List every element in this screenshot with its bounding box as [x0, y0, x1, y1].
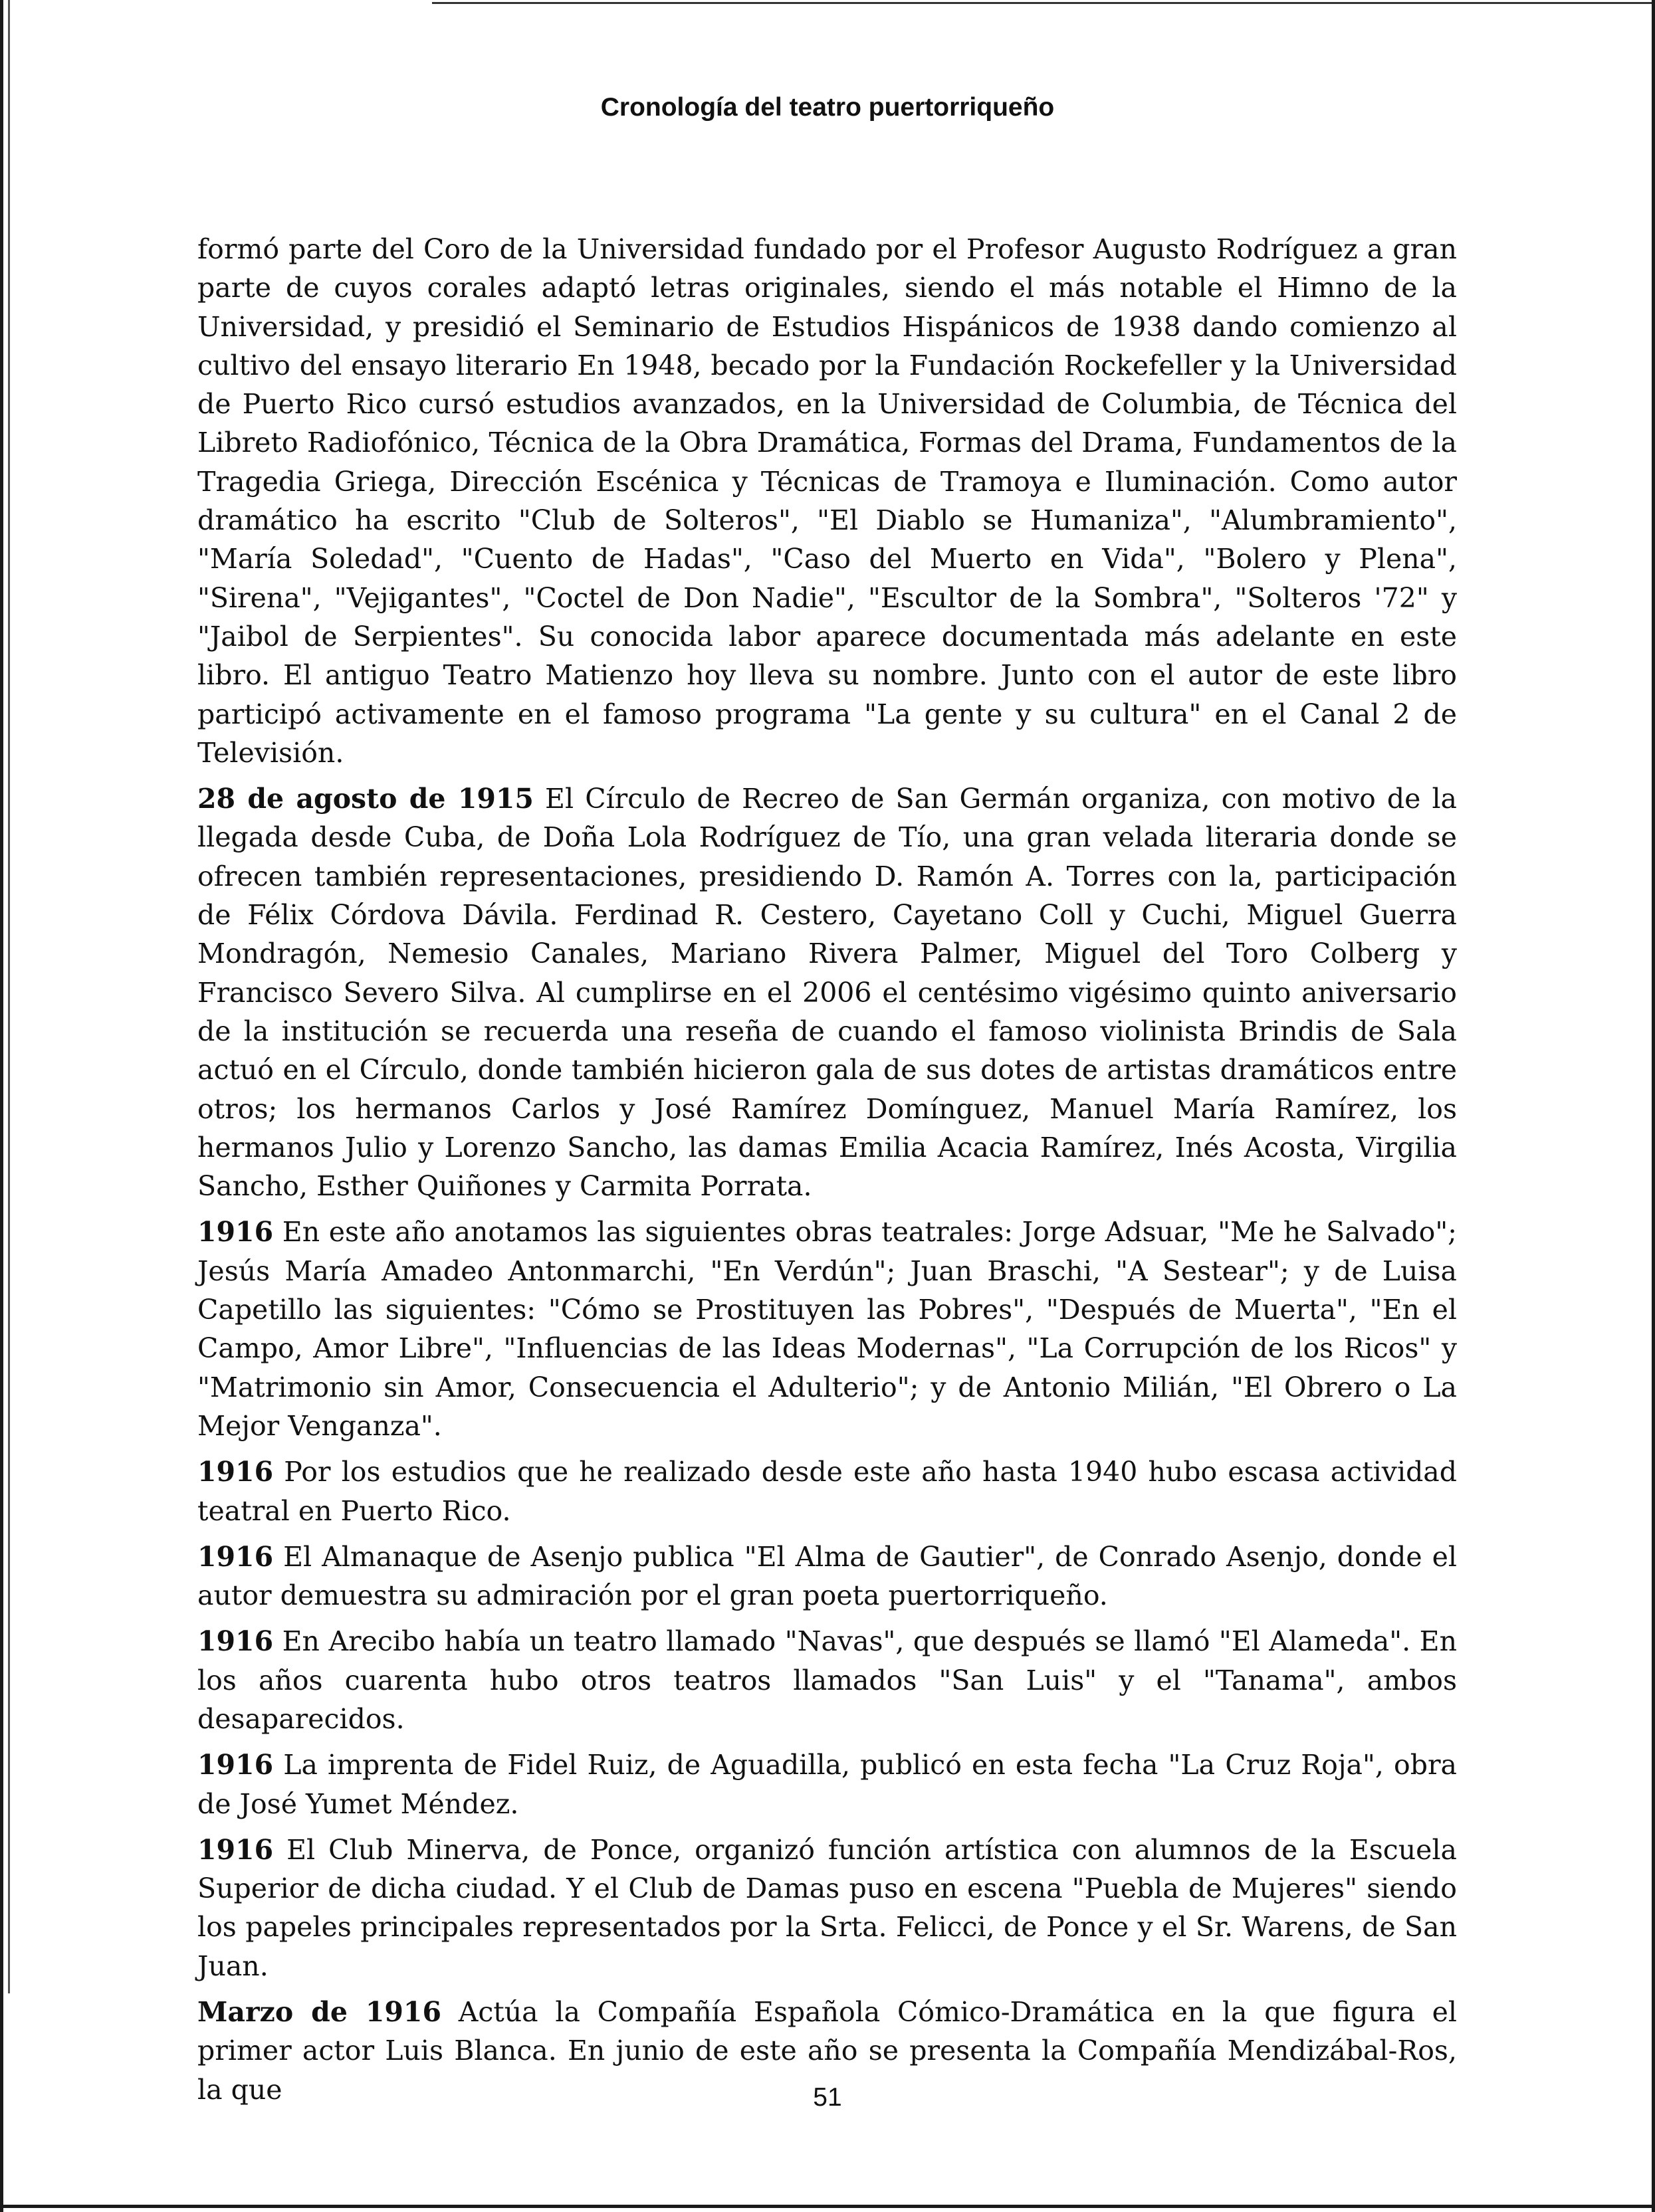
page-number: 51: [813, 2083, 842, 2112]
chronology-entry: [197, 1831, 1457, 1985]
entry-date: 1916: [197, 1625, 274, 1658]
entry-text: Actúa la Compañía Española Cómico-Dramática en la que figura el primer actor Luis Blanca. En junio de este año se presenta la Compañía Mendizábal-Ros, la que: [197, 1996, 1457, 2106]
chronology-entry: [197, 1213, 1457, 1445]
body-text: [197, 230, 1457, 2116]
entry-date: 28 de agosto de 1915: [197, 783, 534, 815]
entry-date: 1916: [197, 1216, 274, 1249]
entry-text: El Círculo de Recreo de San Germán organiza, con motivo de la llegada desde Cuba, de Doña Lola Rodríguez de Tío, una gran velada literaria donde se ofrecen también representaciones, presidiendo D. Ramón A. Torres con la, participación de Félix Córdova Dávila. Ferdinad R. Cestero, Cayetano Coll y Cuchi, Miguel Guerra Mondragón, Nemesio Canales, Mariano Rivera Palmer, Miguel del Toro Colberg y Francisco Severo Silva. Al cumplirse en el 2006 el centésimo vigésimo quinto aniversario de la institución se recuerda una reseña de cuando el famoso violinista Brindis de Sala actuó en el Círculo, donde también hicieron gala de sus dotes de artistas dramáticos entre otros; los hermanos Carlos y José Ramírez Domínguez, Manuel María Ramírez, los hermanos Julio y Lorenzo Sancho, las damas Emilia Acacia Ramírez, Inés Acosta, Virgilia Sancho, Esther Quiñones y Carmita Porrata.: [197, 783, 1458, 1203]
chronology-entry: [197, 1453, 1457, 1530]
entry-date: 1916: [197, 1833, 274, 1866]
entry-text: El Club Minerva, de Ponce, organizó función artística con alumnos de la Escuela Superior de dicha ciudad. Y el Club de Damas puso en escena "Puebla de Mujeres" siendo los papeles principales representados por la Srta. Felicci, de Ponce y el Sr. Warens, de San Juan.: [197, 1833, 1457, 1982]
running-header: Cronología del teatro puertorriqueño: [600, 93, 1055, 122]
entry-text: En Arecibo había un teatro llamado "Navas", que después se llamó "El Alameda". En los años cuarenta hubo otros teatros llamados "San Luis" y el "Tanama", ambos desaparecidos.: [197, 1625, 1457, 1735]
entry-date: 1916: [197, 1540, 274, 1573]
entry-date: 1916: [197, 1749, 274, 1781]
scan-inner-rule: [8, 0, 10, 1993]
chronology-entry: [197, 779, 1457, 1205]
chronology-entry: [197, 230, 1457, 772]
entry-text: La imprenta de Fidel Ruiz, de Aguadilla, publicó en esta fecha "La Cruz Roja", obra de José Yumet Méndez.: [197, 1749, 1457, 1820]
entry-text: El Almanaque de Asenjo publica "El Alma de Gautier", de Conrado Asenjo, donde el autor demuestra su admiración por el gran poeta puertorriqueño.: [197, 1540, 1457, 1612]
entry-text: formó parte del Coro de la Universidad fundado por el Profesor Augusto Rodríguez a gran parte de cuyos corales adaptó letras originales, siendo el más notable el Himno de la Universidad, y presidió el Seminario de Estudios Hispánicos de 1938 dando comienzo al cultivo del ensayo literario En 1948, becado por la Fundación Rockefeller y la Universidad de Puerto Rico cursó estudios avanzados, en la Universidad de Columbia, de Técnica del Libreto Radiofónico, Técnica de la Obra Dramática, Formas del Drama, Fundamentos de la Tragedia Griega, Dirección Escénica y Técnicas de Tramoya e Iluminación. Como autor dramático ha escrito "Club de Solteros", "El Diablo se Humaniza", "Alumbramiento", "María Soledad", "Cuento de Hadas", "Caso del Muerto en Vida", "Bolero y Plena", "Sirena", "Vejigantes", "Coctel de Don Nadie", "Escultor de la Sombra", "Solteros '72" y "Jaibol de Serpientes". Su conocida labor aparece documentada más adelante en este libro. El antiguo Teatro Matienzo hoy lleva su nombre. Junto con el autor de este libro participó activamente en el famoso programa "La gente y su cultura" en el Canal 2 de Televisión.: [197, 233, 1457, 769]
entry-text: Por los estudios que he realizado desde este año hasta 1940 hubo escasa actividad teatral en Puerto Rico.: [197, 1456, 1457, 1527]
chronology-entry: [197, 1746, 1457, 1823]
chronology-entry: [197, 1538, 1457, 1615]
scan-border-right: [1652, 0, 1655, 2212]
chronology-entry: [197, 1622, 1457, 1738]
scan-border-top: [432, 2, 1655, 4]
entry-text: En este año anotamos las siguientes obras teatrales: Jorge Adsuar, "Me he Salvado"; Jesús María Amadeo Antonmarchi, "En Verdún"; Juan Braschi, "A Sestear"; y de Luisa Capetillo las siguientes: "Cómo se Prostituyen las Pobres", "Después de Muerta", "En el Campo, Amor Libre", "Influencias de las Ideas Modernas", "La Corrupción de los Ricos" y "Matrimonio sin Amor, Consecuencia el Adulterio"; y de Antonio Milián, "El Obrero o La Mejor Venganza".: [197, 1216, 1457, 1442]
scan-border-bottom: [0, 2205, 1655, 2208]
entry-date: 1916: [197, 1456, 274, 1488]
scan-border-left: [0, 0, 3, 2212]
entry-date: Marzo de 1916: [197, 1996, 441, 2029]
